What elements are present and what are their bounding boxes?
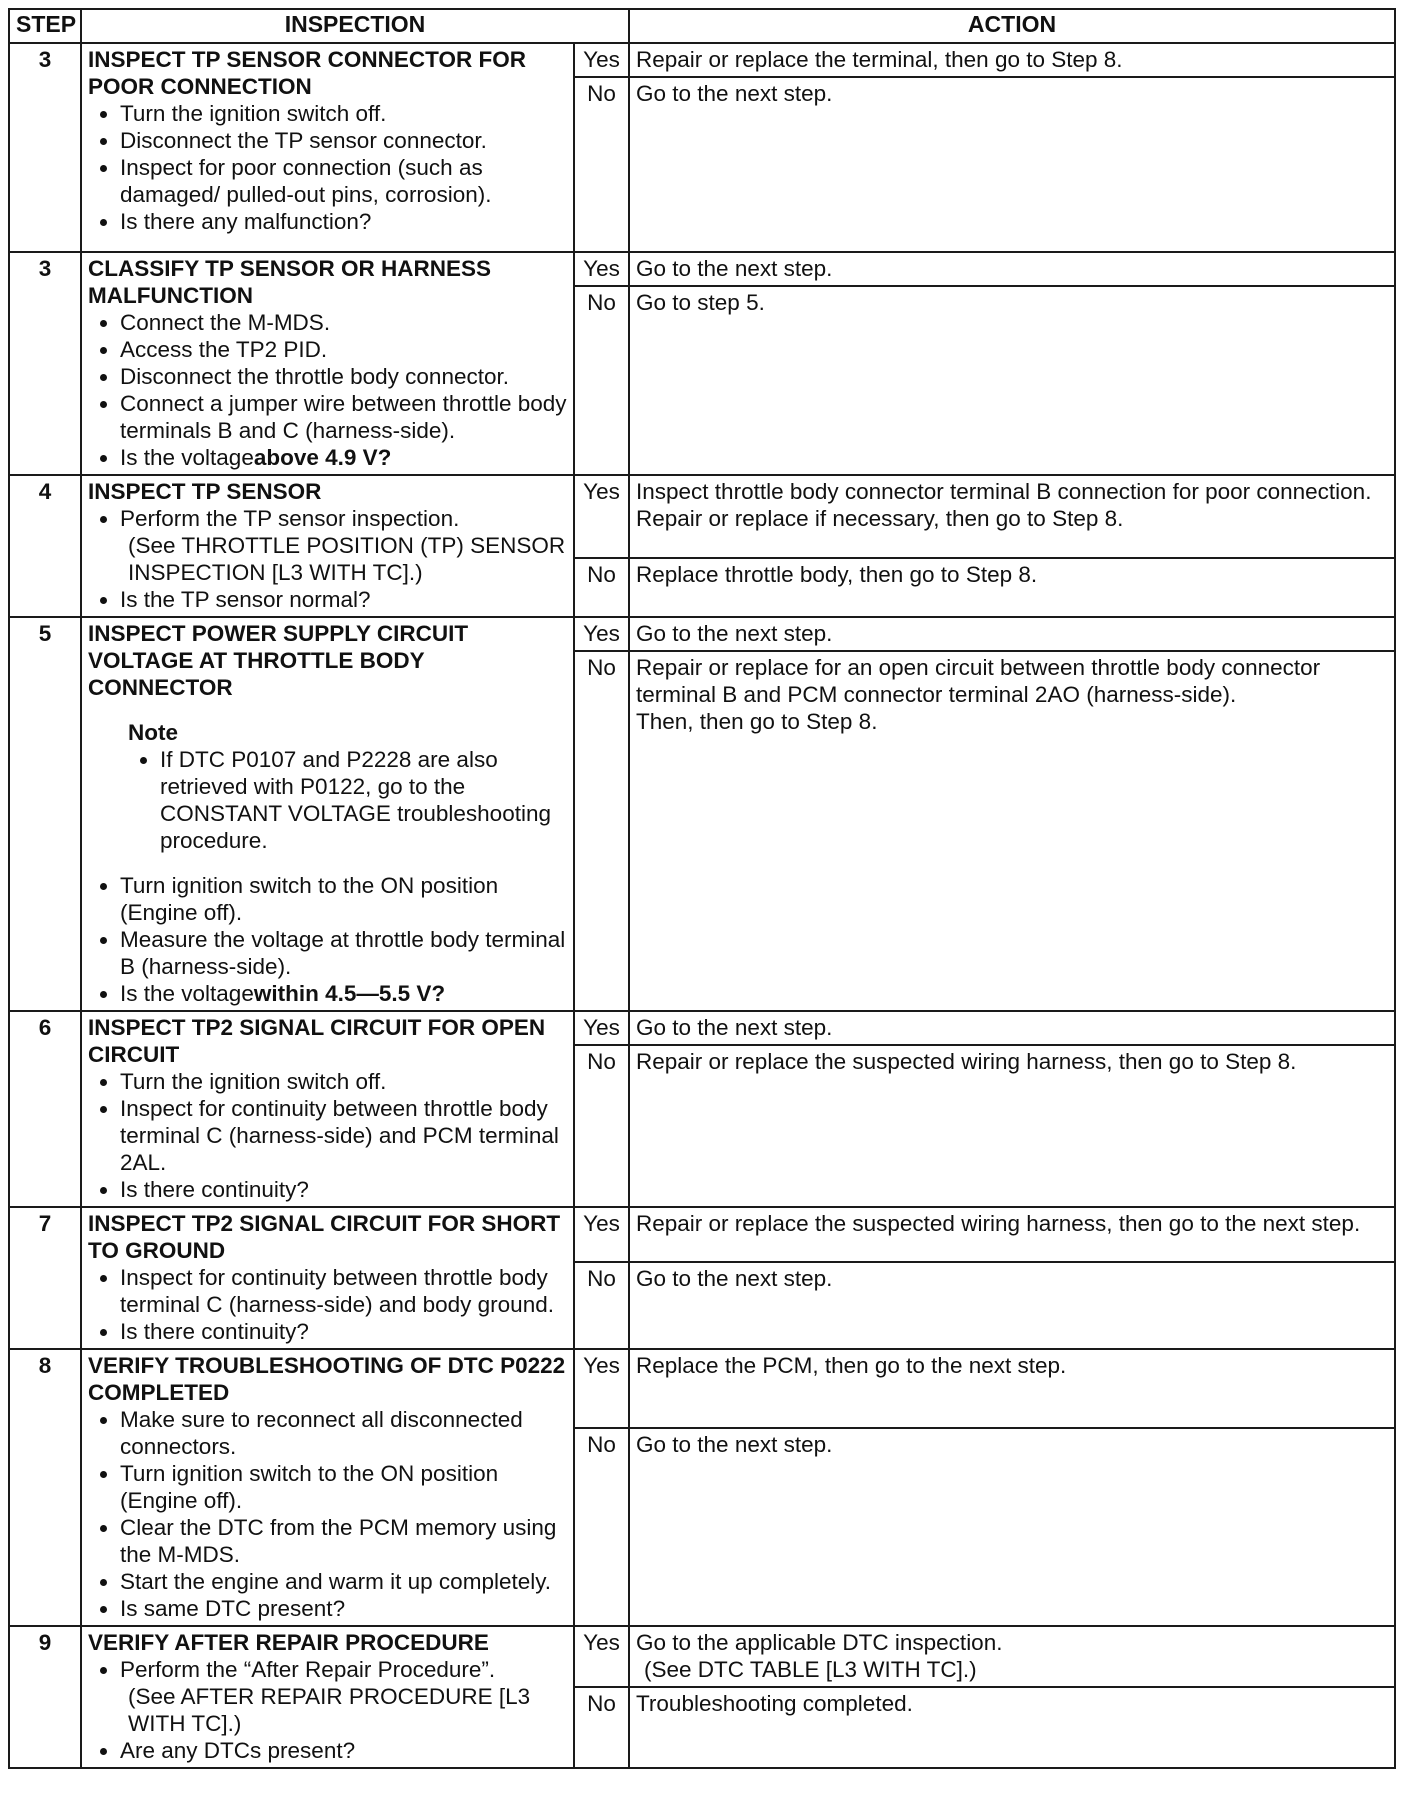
note-block [128, 719, 567, 854]
list-item: • Are any DTCs present? [120, 1737, 567, 1764]
inspection-title: INSPECT TP2 SIGNAL CIRCUIT FOR SHORT TO GROUND [88, 1211, 561, 1263]
header-step: STEP [9, 9, 81, 43]
item-text: Perform the TP sensor inspection. [120, 506, 460, 531]
list-item: • Is there any malfunction? [120, 208, 567, 235]
list-item [120, 444, 567, 471]
inspection-list [88, 309, 567, 471]
list-item: • Clear the DTC from the PCM memory using the M-MDS. [120, 1514, 567, 1568]
inspection-title: CLASSIFY TP SENSOR OR HARNESS MALFUNCTION [88, 256, 491, 308]
note-list [128, 746, 567, 854]
no-action-followup: Then, then go to Step 8. [636, 709, 878, 734]
yes-label: Yes [574, 1207, 629, 1262]
list-item: • If DTC P0107 and P2228 are also retrieved with P0122, go to the CONSTANT VOLTAGE troubleshooting procedure. [160, 746, 567, 854]
yes-action: Repair or replace the terminal, then go to Step 8. [629, 43, 1395, 77]
item-bold-value: above 4.9 V? [253, 445, 392, 470]
table-row [9, 1207, 1395, 1262]
step-number: 9 [9, 1626, 81, 1768]
no-label: No [574, 558, 629, 617]
inspection-list [88, 1068, 567, 1203]
inspection-title: INSPECT TP SENSOR CONNECTOR FOR POOR CONNECTION [88, 47, 526, 99]
no-label: No [574, 1687, 629, 1768]
list-item: • Is same DTC present? [120, 1595, 567, 1622]
note-label: Note [128, 720, 178, 745]
header-action: ACTION [629, 9, 1395, 43]
reference-text: (See THROTTLE POSITION (TP) SENSOR INSPECTION [L3 WITH TC].) [128, 533, 566, 585]
table-row [9, 1349, 1395, 1428]
table-row [9, 617, 1395, 651]
header-inspection: INSPECTION [81, 9, 629, 43]
no-action: Troubleshooting completed. [629, 1687, 1395, 1768]
step-number: 5 [9, 617, 81, 1011]
yes-label: Yes [574, 1626, 629, 1687]
inspection-cell [81, 475, 574, 617]
no-label: No [574, 1045, 629, 1207]
yes-action: Go to the next step. [629, 1011, 1395, 1045]
inspection-cell [81, 1207, 574, 1349]
list-item: • Is the TP sensor normal? [120, 586, 567, 613]
no-label: No [574, 1262, 629, 1349]
troubleshooting-page [8, 8, 1394, 1769]
step-number: 3 [9, 252, 81, 475]
yes-label: Yes [574, 252, 629, 286]
no-action: Repair or replace for an open circuit between throttle body connector terminal B and PCM connector terminal 2AO (harness-side). [636, 655, 1321, 707]
inspection-cell [81, 1011, 574, 1207]
step-number: 8 [9, 1349, 81, 1626]
inspection-title: INSPECT TP2 SIGNAL CIRCUIT FOR OPEN CIRCUIT [88, 1015, 546, 1067]
no-label: No [574, 77, 629, 252]
list-item: • Turn the ignition switch off. [120, 1068, 567, 1095]
no-label: No [574, 1428, 629, 1626]
yes-label: Yes [574, 475, 629, 558]
no-label: No [574, 651, 629, 1011]
reference-text: (See AFTER REPAIR PROCEDURE [L3 WITH TC].) [128, 1684, 531, 1736]
list-item: • Make sure to reconnect all disconnected connectors. [120, 1406, 567, 1460]
yes-action: Repair or replace the suspected wiring harness, then go to the next step. [629, 1207, 1395, 1262]
inspection-title: INSPECT TP SENSOR [88, 479, 322, 504]
no-action: Replace throttle body, then go to Step 8. [629, 558, 1395, 617]
table-header-row [9, 9, 1395, 43]
no-action: Go to the next step. [629, 77, 1395, 252]
yes-action: Inspect throttle body connector terminal B connection for poor connection. Repair or replace if necessary, then go to Step 8. [629, 475, 1395, 558]
list-item: • Disconnect the TP sensor connector. [120, 127, 567, 154]
item-text: Is the voltage [120, 445, 254, 470]
item-text: Perform the “After Repair Procedure”. [120, 1657, 496, 1682]
list-item: • Start the engine and warm it up completely. [120, 1568, 567, 1595]
inspection-list [88, 1264, 567, 1345]
inspection-cell [81, 252, 574, 475]
no-action: Go to step 5. [629, 286, 1395, 475]
yes-label: Yes [574, 1349, 629, 1428]
item-text: Is the voltage [120, 981, 254, 1006]
inspection-list [88, 1656, 567, 1764]
step-number: 6 [9, 1011, 81, 1207]
inspection-list [88, 100, 567, 235]
list-item: • Is there continuity? [120, 1176, 567, 1203]
table-row [9, 1011, 1395, 1045]
inspection-list [88, 872, 567, 1007]
yes-action: Go to the next step. [629, 617, 1395, 651]
step-number: 4 [9, 475, 81, 617]
step-number: 3 [9, 43, 81, 252]
list-item: • Turn ignition switch to the ON position (Engine off). [120, 1460, 567, 1514]
yes-label: Yes [574, 1011, 629, 1045]
table-row [9, 252, 1395, 286]
list-item: • Inspect for continuity between throttle body terminal C (harness-side) and body ground. [120, 1264, 567, 1318]
inspection-cell [81, 1626, 574, 1768]
list-item: • Is there continuity? [120, 1318, 567, 1345]
no-action: Go to the next step. [629, 1428, 1395, 1626]
list-item: • Inspect for continuity between throttle body terminal C (harness-side) and PCM terminal 2AL. [120, 1095, 567, 1176]
list-item [120, 505, 567, 586]
no-action: Go to the next step. [629, 1262, 1395, 1349]
item-bold-value: within 4.5—5.5 V? [253, 981, 446, 1006]
yes-action-reference: (See DTC TABLE [L3 WITH TC].) [644, 1657, 977, 1682]
list-item: • Turn ignition switch to the ON position (Engine off). [120, 872, 567, 926]
yes-action: Replace the PCM, then go to the next step. [629, 1349, 1395, 1428]
inspection-list [88, 1406, 567, 1622]
inspection-list [88, 505, 567, 613]
inspection-title: VERIFY TROUBLESHOOTING OF DTC P0222 COMPLETED [88, 1353, 566, 1405]
yes-action: Go to the applicable DTC inspection. [636, 1630, 1003, 1655]
inspection-cell [81, 617, 574, 1011]
inspection-cell [81, 1349, 574, 1626]
inspection-title: INSPECT POWER SUPPLY CIRCUIT VOLTAGE AT THROTTLE BODY CONNECTOR [88, 621, 469, 700]
list-item: • Access the TP2 PID. [120, 336, 567, 363]
table-row [9, 1626, 1395, 1687]
yes-label: Yes [574, 43, 629, 77]
list-item: • Inspect for poor connection (such as damaged/ pulled-out pins, corrosion). [120, 154, 567, 208]
table-row [9, 43, 1395, 77]
inspection-cell [81, 43, 574, 252]
yes-label: Yes [574, 617, 629, 651]
step-number: 7 [9, 1207, 81, 1349]
list-item [120, 1656, 567, 1737]
inspection-title: VERIFY AFTER REPAIR PROCEDURE [88, 1630, 489, 1655]
list-item: • Disconnect the throttle body connector. [120, 363, 567, 390]
no-action: Repair or replace the suspected wiring harness, then go to Step 8. [629, 1045, 1395, 1207]
list-item: • Turn the ignition switch off. [120, 100, 567, 127]
list-item: • Connect a jumper wire between throttle body terminals B and C (harness-side). [120, 390, 567, 444]
list-item: • Connect the M-MDS. [120, 309, 567, 336]
troubleshooting-table [8, 8, 1396, 1769]
list-item [120, 980, 567, 1007]
yes-action: Go to the next step. [629, 252, 1395, 286]
table-row [9, 475, 1395, 558]
yes-action-cell [629, 1626, 1395, 1687]
no-label: No [574, 286, 629, 475]
no-action-cell [629, 651, 1395, 1011]
list-item: • Measure the voltage at throttle body terminal B (harness-side). [120, 926, 567, 980]
